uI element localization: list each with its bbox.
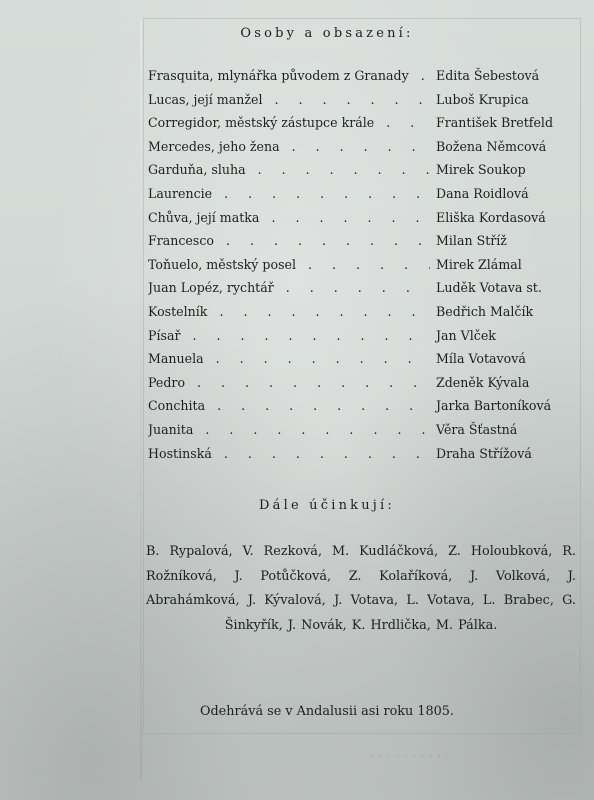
- cast-actor: Milan Stříž: [436, 233, 507, 249]
- cast-row: [148, 446, 588, 470]
- cast-actor: Luboš Krupica: [436, 91, 529, 107]
- cast-actor: František Bretfeld: [436, 115, 554, 131]
- cast-row: [148, 233, 588, 257]
- cast-row: [148, 139, 588, 163]
- cast-role: Juan Lopéz, rychtář . . .: [148, 280, 430, 296]
- cast-actor: Jan Vlček: [436, 327, 496, 343]
- cast-role: Mercedes, jeho žena . . .: [148, 139, 430, 155]
- extras-list: B. Rypalová, V. Rezková, M. Kudláčková, Z. Holoubková, R. Rožníková, J. Potůčková, Z. Kolaříková, J. Volková, J. Abrahámková, J. Kývalová, J. Votava, L. Votava, L. Brabec, G. Šinkyřík, J. Novák, K. Hrdlička, M. Pálka.: [146, 544, 576, 633]
- cast-row: [148, 210, 588, 234]
- cast-actor: Eliška Kordasová: [436, 209, 546, 225]
- cast-actor: Draha Střížová: [436, 445, 532, 461]
- cast-role: Garduňa, sluha . . .: [148, 162, 430, 178]
- cast-row: [148, 162, 588, 186]
- cast-role: Chůva, její matka . . .: [148, 210, 430, 226]
- cast-actor: Božena Němcová: [436, 138, 547, 154]
- cast-row: [148, 68, 588, 92]
- cast-actor: Mirek Zlámal: [436, 256, 522, 272]
- cast-actor: Jarka Bartoníková: [436, 398, 552, 414]
- extras-heading: Dále účinkují:: [259, 498, 395, 513]
- cast-actor: Bedřich Malčík: [436, 303, 534, 319]
- cast-actor: Zdeněk Kývala: [436, 374, 530, 390]
- cast-role: Laurencie . . .: [148, 186, 430, 202]
- cast-row: [148, 351, 588, 375]
- cast-row: [148, 280, 588, 304]
- cast-row: [148, 257, 588, 281]
- cast-row: [148, 375, 588, 399]
- cast-role: Pedro . . .: [148, 375, 430, 391]
- print-mark: · · · · · · · · · ·: [370, 752, 451, 760]
- cast-row: [148, 92, 588, 116]
- cast-role: Juanita . . .: [148, 422, 430, 438]
- cast-actor: Dana Roidlová: [436, 185, 529, 201]
- cast-list: [148, 68, 588, 469]
- cast-actor: Mirek Soukop: [436, 162, 526, 178]
- setting-note: Odehrává se v Andalusii asi roku 1805.: [199, 704, 454, 719]
- cast-row: [148, 304, 588, 328]
- cast-actor: Věra Šťastná: [436, 421, 518, 437]
- cast-role: Kostelník . . .: [148, 304, 430, 320]
- cast-role: Corregidor, městský zástupce krále . . .: [148, 115, 430, 131]
- cast-role: Frasquita, mlynářka původem z Granady . . .: [148, 68, 430, 84]
- cast-role: Toňuelo, městský posel . . .: [148, 257, 430, 273]
- cast-role: Conchita . . .: [148, 398, 430, 414]
- cast-actor: Edita Šebestová: [436, 68, 540, 83]
- cast-role: Francesco . . .: [148, 233, 430, 249]
- cast-actor: Luděk Votava st.: [436, 280, 542, 296]
- cast-row: [148, 115, 588, 139]
- paper-fold: [140, 20, 142, 780]
- cast-actor: Míla Votavová: [436, 351, 526, 367]
- cast-role: Lucas, její manžel . . .: [148, 92, 430, 108]
- cast-heading: Osoby a obsazení:: [240, 26, 414, 41]
- cast-role: Písař . . .: [148, 328, 430, 344]
- cast-row: [148, 328, 588, 352]
- cast-role: Hostinská . . .: [148, 446, 430, 462]
- cast-row: [148, 186, 588, 210]
- cast-row: [148, 422, 588, 446]
- cast-row: [148, 398, 588, 422]
- cast-role: Manuela . . .: [148, 351, 430, 367]
